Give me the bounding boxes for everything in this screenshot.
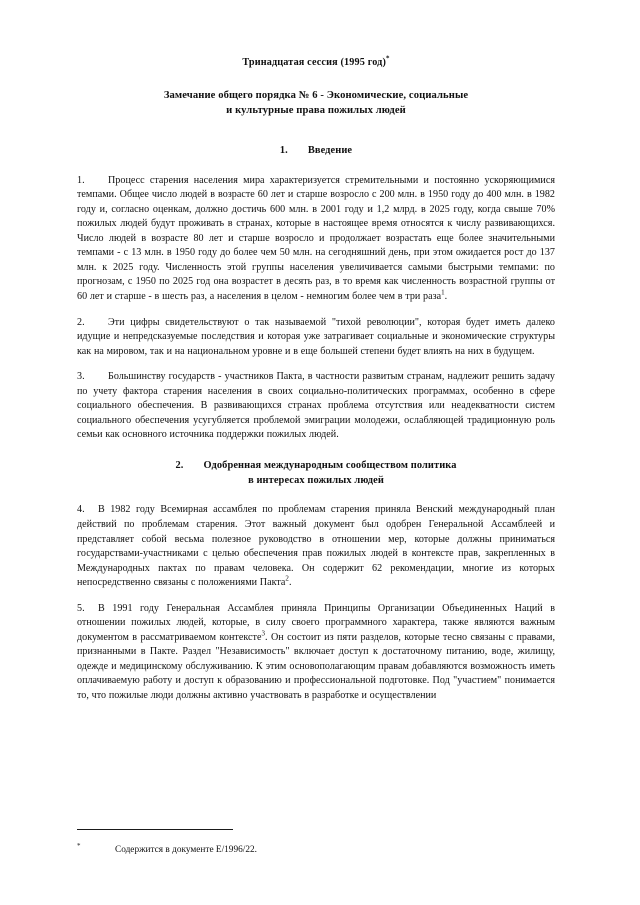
paragraph-5-number: 5.	[77, 602, 85, 614]
paragraph-1-number: 1.	[77, 174, 85, 186]
session-title-text: Тринадцатая сессия (1995 год)	[242, 57, 387, 68]
paragraph-2	[77, 316, 555, 360]
paragraph-4-text-tail: .	[288, 577, 292, 589]
paragraph-4	[77, 503, 555, 590]
paragraph-1-text-tail: .	[444, 290, 448, 302]
section-heading-introduction	[77, 144, 555, 159]
paragraph-3-text: Большинству государств - участников Пакта, в частности развитым странам, надлежит решить задачу по учету фактора старения населения в своих социально-политических программах, особенно в сфере социального обеспечения. В развивающихся странах проблема отсутствия или неадекватности систем социального обеспечения усугубляется проблемой эмиграции молодежи, ослабляющей традиционную роль семьи как основного источника поддержки пожилых людей.	[77, 371, 555, 441]
paragraph-5-text-tail: . Он состоит из пяти разделов, которые тесно связаны с правами, признанными в Пакте. Раздел "Независимость" включает доступ к достаточному питанию, воде, жилищу, одежде и медицинскому обслуживанию. К этим основополагающим правам добавляются возможность иметь оплачиваемую работу и доступ к образованию и профессиональной подготовке. Под "участием" понимается то, что пожилые люди должны активно участвовать в разработке и осуществлении	[77, 631, 556, 701]
paragraph-3	[77, 370, 555, 443]
paragraph-1-text: Процесс старения населения мира характеризуется стремительными и постоянно ускоряющимися темпами. Общее число людей в возрасте 60 лет и старше возросло с 200 млн. в 1950 году до 400 млн. в 1982 году и, согласно оценкам, должно достичь 600 млн. в 2001 году и 1,2 млрд. в 2025 году, когда свыше 70% пожилых людей будут проживать в странах, которые в настоящее время относятся к числу развивающихся. Число людей в возрасте 80 лет и старше возросло и продолжает возрастать еще более значительными темпами - с 13 млн. в 1950 году до более чем 50 млн. на сегодняшний день, при этом ожидается рост до 137 млн. к 2025 году. Численность этой группы населения увеличивается самыми быстрыми темпами: по прогнозам, с 1950 по 2025 год она возрастет в десять раз, в то время как численность возрастной группы от 60 лет и старше - в шесть раз, а населения в целом - немногим более чем в три раза	[77, 174, 555, 302]
section-two-number: 2.	[175, 459, 184, 471]
section-two-title-line-1: Одобренная международным сообществом политика	[203, 459, 457, 471]
general-comment-title-line-1: Замечание общего порядка № 6 - Экономические, социальные	[163, 89, 469, 101]
general-comment-title-line-2: и культурные права пожилых людей	[226, 104, 406, 116]
paragraph-2-text: Эти цифры свидетельствуют о так называемой "тихой революции", которая будет иметь далеко идущие и непредсказуемые последствия и которая уже затрагивает социальные и экономические структуры как на мировом, так и на национальном уровне и в еще большей степени будет влиять на них в будущем.	[77, 316, 555, 357]
footnote-separator-rule	[77, 829, 233, 830]
footnote-area	[77, 829, 555, 857]
paragraph-4-text: В 1982 году Всемирная ассамблея по проблемам старения приняла Венский международный план действий по проблемам старения. Этот важный документ был одобрен Генеральной Ассамблеей и представляет собой весьма полезное руководство в отношении мер, которые должны приниматься государствами-участниками с целью обеспечения прав пожилых людей в контексте прав, закрепленных в Международных пактах по правам человека. Он содержит 62 рекомендации, многие из которых непосредственно связаны с положениями Пакта	[77, 504, 555, 589]
session-title	[77, 54, 555, 70]
footnote-entry	[77, 841, 555, 857]
footnote-entry-marker	[77, 841, 115, 857]
paragraph-1	[77, 174, 555, 305]
paragraph-5	[77, 602, 555, 704]
paragraph-5-text: В 1991 году Генеральная Ассамблея приняла Принципы Организации Объединенных Наций в отношении пожилых людей, которые, в силу своего программного характера, также являются важным документом в рассматриваемом контексте	[77, 602, 555, 643]
section-one-number: 1.	[279, 144, 288, 156]
footnote-entry-text: Содержится в документе E/1996/22.	[115, 845, 257, 855]
paragraph-3-number: 3.	[77, 371, 85, 383]
session-title-footnote-marker: *	[386, 54, 390, 63]
section-one-title: Введение	[307, 144, 353, 156]
section-heading-international-policy	[77, 459, 555, 489]
section-two-title-line-2: в интересах пожилых людей	[248, 474, 384, 486]
paragraph-4-footnote-marker: 2	[285, 574, 289, 583]
paragraph-4-number: 4.	[77, 504, 85, 516]
general-comment-title	[77, 88, 555, 118]
paragraph-1-footnote-marker: 1	[441, 288, 445, 297]
document-body	[77, 54, 556, 704]
paragraph-2-number: 2.	[77, 316, 85, 328]
paragraph-5-footnote-marker: 3	[261, 629, 265, 638]
footnote-asterisk-icon: *	[77, 841, 81, 850]
